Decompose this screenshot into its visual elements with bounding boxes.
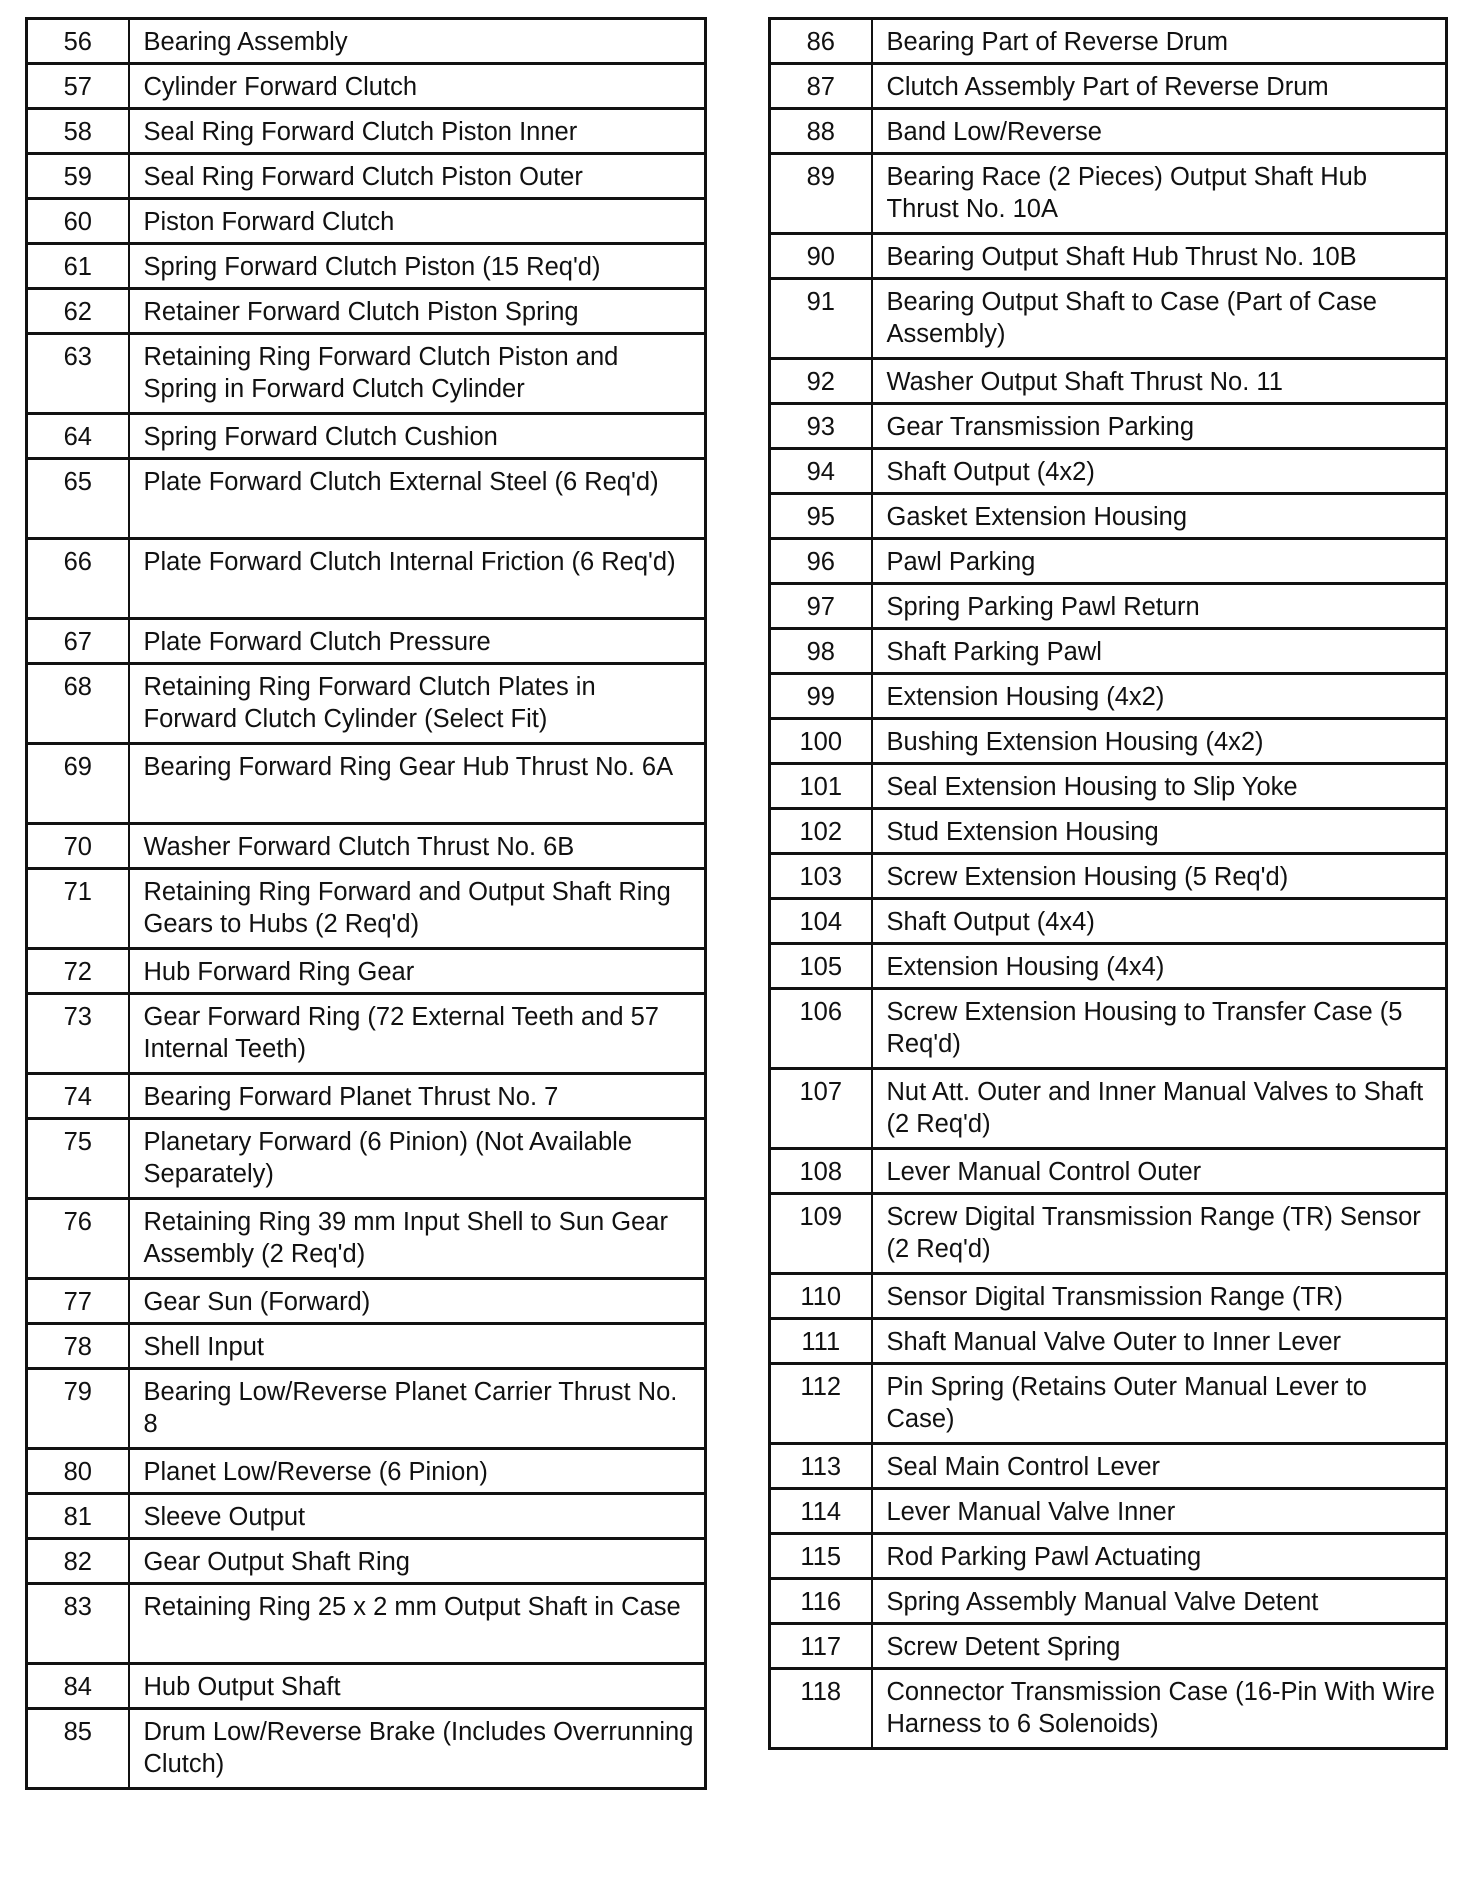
item-number: 110 (770, 1274, 872, 1319)
item-number: 57 (27, 64, 129, 109)
item-number: 68 (27, 664, 129, 744)
item-description: Screw Digital Transmission Range (TR) Sensor (2 Req'd) (872, 1194, 1447, 1274)
table-row (27, 244, 706, 289)
item-description: Bushing Extension Housing (4x2) (872, 719, 1447, 764)
item-number: 70 (27, 824, 129, 869)
parts-table-left (25, 17, 707, 1790)
item-number: 64 (27, 414, 129, 459)
table-row (770, 1069, 1447, 1149)
item-description: Hub Output Shaft (129, 1664, 706, 1709)
item-description: Extension Housing (4x4) (872, 944, 1447, 989)
table-row (27, 64, 706, 109)
table-row (27, 539, 706, 619)
item-description: Gasket Extension Housing (872, 494, 1447, 539)
item-number: 73 (27, 994, 129, 1074)
item-description: Seal Extension Housing to Slip Yoke (872, 764, 1447, 809)
table-row (27, 1369, 706, 1449)
item-number: 111 (770, 1319, 872, 1364)
table-row (770, 809, 1447, 854)
item-description: Shaft Parking Pawl (872, 629, 1447, 674)
item-description: Spring Forward Clutch Piston (15 Req'd) (129, 244, 706, 289)
item-description: Retaining Ring Forward and Output Shaft Ring Gears to Hubs (2 Req'd) (129, 869, 706, 949)
item-number: 82 (27, 1539, 129, 1584)
item-description: Gear Forward Ring (72 External Teeth and 57 Internal Teeth) (129, 994, 706, 1074)
item-number: 88 (770, 109, 872, 154)
item-number: 100 (770, 719, 872, 764)
item-description: Plate Forward Clutch External Steel (6 Req'd) (129, 459, 706, 539)
item-description: Planetary Forward (6 Pinion) (Not Available Separately) (129, 1119, 706, 1199)
table-row (770, 989, 1447, 1069)
item-description: Drum Low/Reverse Brake (Includes Overrunning Clutch) (129, 1709, 706, 1789)
item-description: Spring Assembly Manual Valve Detent (872, 1579, 1447, 1624)
item-number: 58 (27, 109, 129, 154)
item-number: 116 (770, 1579, 872, 1624)
table-row (770, 1319, 1447, 1364)
table-row (770, 494, 1447, 539)
table-row (770, 674, 1447, 719)
item-description: Sensor Digital Transmission Range (TR) (872, 1274, 1447, 1319)
item-number: 107 (770, 1069, 872, 1149)
item-description: Shaft Manual Valve Outer to Inner Lever (872, 1319, 1447, 1364)
item-number: 67 (27, 619, 129, 664)
item-description: Screw Extension Housing (5 Req'd) (872, 854, 1447, 899)
item-number: 75 (27, 1119, 129, 1199)
item-description: Cylinder Forward Clutch (129, 64, 706, 109)
table-row (27, 994, 706, 1074)
item-number: 113 (770, 1444, 872, 1489)
item-number: 91 (770, 279, 872, 359)
item-description: Bearing Part of Reverse Drum (872, 19, 1447, 64)
item-description: Shaft Output (4x4) (872, 899, 1447, 944)
item-description: Band Low/Reverse (872, 109, 1447, 154)
table-row (770, 629, 1447, 674)
item-number: 105 (770, 944, 872, 989)
item-number: 109 (770, 1194, 872, 1274)
table-row (770, 1579, 1447, 1624)
table-row (770, 1274, 1447, 1319)
table-row (770, 279, 1447, 359)
item-number: 84 (27, 1664, 129, 1709)
item-description: Washer Output Shaft Thrust No. 11 (872, 359, 1447, 404)
table-row (770, 539, 1447, 584)
table-row (770, 1489, 1447, 1534)
table-row (27, 1664, 706, 1709)
item-number: 80 (27, 1449, 129, 1494)
table-row (27, 459, 706, 539)
item-description: Piston Forward Clutch (129, 199, 706, 244)
item-description: Retaining Ring Forward Clutch Plates in Forward Clutch Cylinder (Select Fit) (129, 664, 706, 744)
item-number: 98 (770, 629, 872, 674)
item-description: Plate Forward Clutch Pressure (129, 619, 706, 664)
item-number: 96 (770, 539, 872, 584)
table-row (27, 1449, 706, 1494)
item-number: 99 (770, 674, 872, 719)
item-description: Bearing Forward Ring Gear Hub Thrust No. 6A (129, 744, 706, 824)
item-number: 78 (27, 1324, 129, 1369)
item-description: Bearing Forward Planet Thrust No. 7 (129, 1074, 706, 1119)
item-description: Bearing Output Shaft Hub Thrust No. 10B (872, 234, 1447, 279)
item-description: Pin Spring (Retains Outer Manual Lever to Case) (872, 1364, 1447, 1444)
item-number: 92 (770, 359, 872, 404)
item-description: Plate Forward Clutch Internal Friction (6 Req'd) (129, 539, 706, 619)
item-description: Bearing Race (2 Pieces) Output Shaft Hub Thrust No. 10A (872, 154, 1447, 234)
table-row (770, 899, 1447, 944)
item-number: 72 (27, 949, 129, 994)
table-row (770, 1669, 1447, 1749)
item-number: 83 (27, 1584, 129, 1664)
item-description: Retaining Ring 39 mm Input Shell to Sun Gear Assembly (2 Req'd) (129, 1199, 706, 1279)
item-description: Stud Extension Housing (872, 809, 1447, 854)
item-number: 118 (770, 1669, 872, 1749)
item-number: 86 (770, 19, 872, 64)
table-row (27, 199, 706, 244)
item-number: 60 (27, 199, 129, 244)
table-row (770, 719, 1447, 764)
table-row (770, 1364, 1447, 1444)
table-row (27, 19, 706, 64)
item-number: 71 (27, 869, 129, 949)
item-number: 56 (27, 19, 129, 64)
item-description: Shaft Output (4x2) (872, 449, 1447, 494)
table-row (770, 449, 1447, 494)
item-number: 61 (27, 244, 129, 289)
table-row (770, 764, 1447, 809)
table-row (27, 1494, 706, 1539)
item-description: Lever Manual Control Outer (872, 1149, 1447, 1194)
item-description: Seal Ring Forward Clutch Piston Outer (129, 154, 706, 199)
table-row (27, 1279, 706, 1324)
table-row (770, 1194, 1447, 1274)
table-row (27, 154, 706, 199)
parts-table-body (770, 19, 1447, 1749)
table-row (27, 1074, 706, 1119)
parts-table-body (27, 19, 706, 1789)
item-description: Clutch Assembly Part of Reverse Drum (872, 64, 1447, 109)
table-row (770, 109, 1447, 154)
item-description: Gear Sun (Forward) (129, 1279, 706, 1324)
item-description: Nut Att. Outer and Inner Manual Valves to Shaft (2 Req'd) (872, 1069, 1447, 1149)
table-row (770, 584, 1447, 629)
table-row (770, 404, 1447, 449)
item-number: 79 (27, 1369, 129, 1449)
table-row (27, 1119, 706, 1199)
item-description: Planet Low/Reverse (6 Pinion) (129, 1449, 706, 1494)
item-number: 65 (27, 459, 129, 539)
table-row (27, 744, 706, 824)
item-number: 66 (27, 539, 129, 619)
table-row (27, 289, 706, 334)
item-number: 81 (27, 1494, 129, 1539)
item-description: Pawl Parking (872, 539, 1447, 584)
item-description: Gear Transmission Parking (872, 404, 1447, 449)
table-row (27, 1584, 706, 1664)
item-description: Lever Manual Valve Inner (872, 1489, 1447, 1534)
item-number: 62 (27, 289, 129, 334)
table-row (27, 1709, 706, 1789)
table-row (770, 19, 1447, 64)
table-row (27, 414, 706, 459)
item-description: Spring Forward Clutch Cushion (129, 414, 706, 459)
item-description: Screw Detent Spring (872, 1624, 1447, 1669)
item-number: 93 (770, 404, 872, 449)
table-row (770, 1444, 1447, 1489)
item-description: Shell Input (129, 1324, 706, 1369)
item-number: 74 (27, 1074, 129, 1119)
item-description: Retaining Ring Forward Clutch Piston and Spring in Forward Clutch Cylinder (129, 334, 706, 414)
item-description: Bearing Output Shaft to Case (Part of Case Assembly) (872, 279, 1447, 359)
table-row (770, 854, 1447, 899)
table-row (770, 944, 1447, 989)
item-number: 101 (770, 764, 872, 809)
table-row (770, 64, 1447, 109)
item-number: 114 (770, 1489, 872, 1534)
item-number: 76 (27, 1199, 129, 1279)
item-description: Seal Ring Forward Clutch Piston Inner (129, 109, 706, 154)
item-number: 106 (770, 989, 872, 1069)
item-description: Bearing Assembly (129, 19, 706, 64)
item-description: Extension Housing (4x2) (872, 674, 1447, 719)
table-row (27, 1539, 706, 1584)
item-number: 59 (27, 154, 129, 199)
item-description: Bearing Low/Reverse Planet Carrier Thrust No. 8 (129, 1369, 706, 1449)
table-row (27, 949, 706, 994)
item-number: 87 (770, 64, 872, 109)
table-row (27, 1324, 706, 1369)
item-description: Sleeve Output (129, 1494, 706, 1539)
item-number: 104 (770, 899, 872, 944)
table-row (770, 359, 1447, 404)
item-number: 115 (770, 1534, 872, 1579)
item-description: Gear Output Shaft Ring (129, 1539, 706, 1584)
table-row (27, 334, 706, 414)
item-number: 63 (27, 334, 129, 414)
table-row (770, 1534, 1447, 1579)
item-number: 85 (27, 1709, 129, 1789)
parts-table-right (768, 17, 1448, 1750)
item-number: 103 (770, 854, 872, 899)
table-row (27, 664, 706, 744)
item-number: 108 (770, 1149, 872, 1194)
item-number: 89 (770, 154, 872, 234)
item-description: Retainer Forward Clutch Piston Spring (129, 289, 706, 334)
item-number: 90 (770, 234, 872, 279)
table-row (770, 1149, 1447, 1194)
table-row (27, 824, 706, 869)
item-number: 94 (770, 449, 872, 494)
item-number: 95 (770, 494, 872, 539)
table-row (27, 109, 706, 154)
table-row (27, 1199, 706, 1279)
table-row (770, 234, 1447, 279)
table-row (27, 869, 706, 949)
item-description: Retaining Ring 25 x 2 mm Output Shaft in Case (129, 1584, 706, 1664)
item-number: 77 (27, 1279, 129, 1324)
item-number: 112 (770, 1364, 872, 1444)
item-description: Washer Forward Clutch Thrust No. 6B (129, 824, 706, 869)
item-number: 102 (770, 809, 872, 854)
item-description: Rod Parking Pawl Actuating (872, 1534, 1447, 1579)
table-row (770, 1624, 1447, 1669)
table-row (770, 154, 1447, 234)
item-description: Seal Main Control Lever (872, 1444, 1447, 1489)
item-description: Screw Extension Housing to Transfer Case (5 Req'd) (872, 989, 1447, 1069)
item-description: Spring Parking Pawl Return (872, 584, 1447, 629)
item-number: 117 (770, 1624, 872, 1669)
item-description: Hub Forward Ring Gear (129, 949, 706, 994)
item-description: Connector Transmission Case (16-Pin With Wire Harness to 6 Solenoids) (872, 1669, 1447, 1749)
item-number: 69 (27, 744, 129, 824)
item-number: 97 (770, 584, 872, 629)
table-row (27, 619, 706, 664)
